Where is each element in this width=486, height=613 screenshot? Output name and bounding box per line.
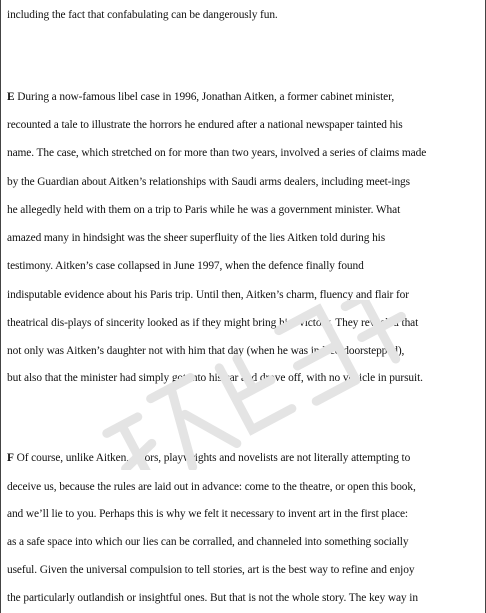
paragraph-e-letter: E bbox=[7, 91, 15, 103]
paragraph-e-line-6: amazed many in hindsight was the sheer superfluity of the lies Aitken told during his bbox=[7, 232, 386, 244]
paragraph-e-line-5: he allegedly held with them on a trip to Paris while he was a government minister. What bbox=[7, 204, 401, 216]
paragraph-f-letter: F bbox=[7, 452, 14, 464]
paragraph-f-line-2: deceive us, because the rules are laid out in advance: come to the theatre, or open this book, bbox=[7, 481, 416, 493]
paragraph-f-line-3: and we’ll lie to you. Perhaps this is why we felt it necessary to invent art in the first place: bbox=[7, 508, 408, 520]
paragraph-e-line-3: name. The case, which stretched on for more than two years, involved a series of claims made bbox=[7, 147, 427, 159]
paragraph-f-text: Of course, unlike Aitken, actors, playwrights and novelists are not literally attempting to bbox=[13, 452, 411, 464]
paragraph-e-line-7: testimony. Aitken’s case collapsed in June 1997, when the defence finally found bbox=[7, 260, 364, 272]
paragraph-f-line-5: useful. Given the universal compulsion to tell stories, art is the best way to refine and enjoy bbox=[7, 564, 415, 576]
paragraph-f-line-6: the particularly outlandish or insightful ones. But that is not the whole story. The key way in bbox=[7, 592, 418, 604]
intro-line: including the fact that confabulating can be dangerously fun. bbox=[7, 9, 278, 21]
paragraph-f-line-4: as a safe space into which our lies can be corralled, and channeled into something socially bbox=[7, 536, 409, 548]
paragraph-e-line-2: recounted a tale to illustrate the horrors he endured after a national newspaper tainted his bbox=[7, 119, 403, 131]
paragraph-e-line-10: not only was Aitken’s daughter not with him that day (when he was indeed doorstepped), bbox=[7, 345, 405, 357]
paragraph-f-line-1 bbox=[7, 451, 410, 465]
paragraph-e-line-1 bbox=[7, 90, 394, 104]
paragraph-e-text: During a now-famous libel case in 1996, Jonathan Aitken, a former cabinet minister, bbox=[14, 91, 395, 103]
paragraph-e-line-8: indisputable evidence about his Paris trip. Until then, Aitken’s charm, fluency and flair for bbox=[7, 289, 409, 301]
paragraph-e-line-11: but also that the minister had simply got into his car and drove off, with no vehicle in pursuit. bbox=[7, 372, 423, 384]
paragraph-e-line-4: by the Guardian about Aitken’s relationships with Saudi arms dealers, including meet-ings bbox=[7, 176, 410, 188]
paragraph-e-line-9: theatrical dis-plays of sincerity looked as if they might bring him victory. They revealed that bbox=[7, 317, 419, 329]
